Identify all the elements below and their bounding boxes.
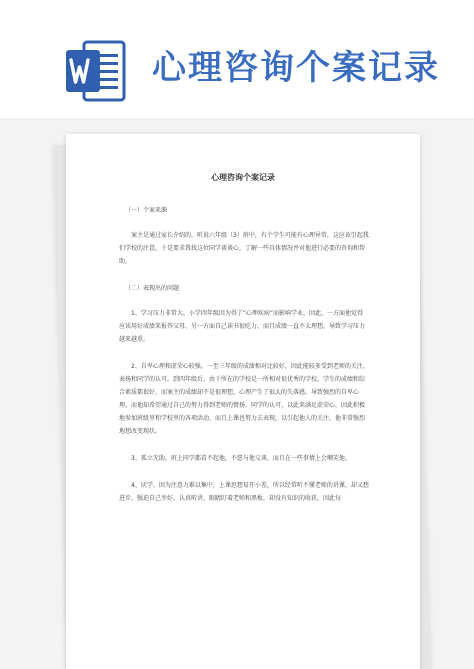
section-heading-problems: （二）表现出的问题 (125, 285, 180, 292)
document-title: 心理咨询个案记录 (211, 173, 275, 182)
paragraph-problem-3: 3、孤立无助。班上同学都看不起他，不愿与他交谈，而且在一些事情上会嘲笑他。 (131, 455, 351, 462)
page-title: 心理咨询个案记录 (152, 48, 440, 88)
document-preview-area (0, 118, 474, 669)
word-document-icon (62, 38, 128, 104)
paragraph-problem-4: 4、厌学。因为注意力难以集中，上课思想易开小差，所以经常听不懂老师的讲课，却又想进步，强迫自己坐好、认真听讲，眼睛盯着老师和黑板，却没有知识的收获，因此每 (119, 482, 369, 502)
document-body (119, 204, 369, 519)
paragraph-problem-2: 2、自卑心理和虚荣心较强。一至三年级的成绩相对比较好，因此能较多受到老师的关注、表扬和同学的认可。到四年级后，由于所在的学校是一所相对很优秀的学校，学生的成绩和综合素质都很好，而案主的成绩却不是很理想，心理产生了很大的失落感，导致强烈的自卑心理。而他却希望通过自己的努力得到老师的赞扬、同学的认可，以此来满足虚荣心，因此积极地参加班级里和学校里的各项活动，而且上课也努力去表现，以引起他人的关注，他非常强烈地想改变现状。 (119, 363, 369, 435)
section-heading-source: （一）个案来源 (125, 207, 168, 214)
header-banner (0, 0, 474, 118)
document-page (66, 134, 420, 669)
paragraph-case-source: 案主是通过家长介绍的。听说六年级（3）班中，有个学生可能有心理异常，这应该引起我们学校的注意，于是要求我找这位同学谈谈心，了解一些具体情况并对他进行必要的咨询和帮助。 (119, 232, 369, 265)
paragraph-problem-1: 1、学习压力非常大。小学四年级因为得了“心理疾病”而影响学业，因此，一方面他觉得应该用好成绩来报答父母，另一方面自己读书很吃力，而且成绩一直不太理想，导致学习压力越来越重。 (119, 310, 366, 343)
